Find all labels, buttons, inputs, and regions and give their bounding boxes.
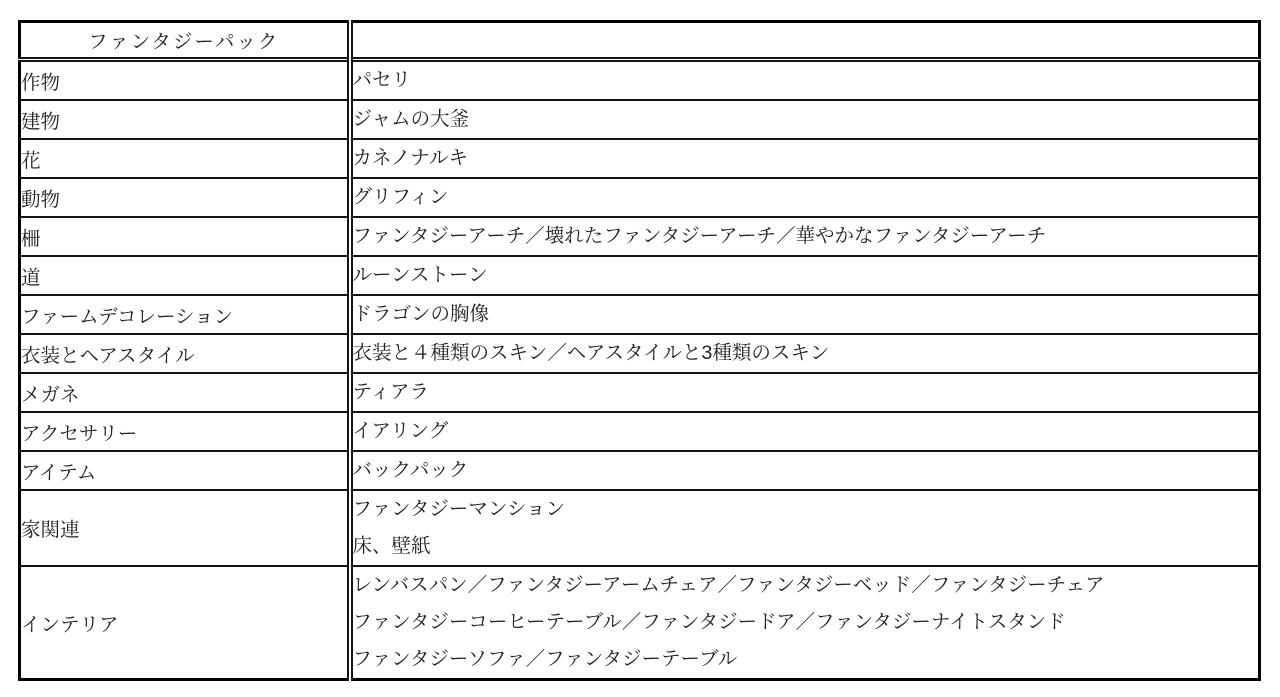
category-cell: 作物 bbox=[20, 60, 350, 101]
items-cell bbox=[350, 100, 1260, 139]
item-line: 床、壁紙 bbox=[352, 535, 431, 557]
table-row bbox=[20, 373, 1260, 412]
category-cell: 花 bbox=[20, 139, 350, 178]
items-cell bbox=[350, 412, 1260, 451]
category-cell: 動物 bbox=[20, 178, 350, 217]
table-row bbox=[20, 60, 1260, 101]
items-cell bbox=[350, 451, 1260, 490]
category-cell: 家関連 bbox=[20, 490, 350, 566]
category-cell: メガネ bbox=[20, 373, 350, 412]
header-title-cell: ファンタジーパック bbox=[20, 22, 350, 60]
category-cell: 建物 bbox=[20, 100, 350, 139]
table-row bbox=[20, 490, 1260, 566]
items-cell bbox=[350, 566, 1260, 680]
item-line: イアリング bbox=[352, 420, 449, 442]
items-cell bbox=[350, 490, 1260, 566]
table-row bbox=[20, 412, 1260, 451]
table-row bbox=[20, 451, 1260, 490]
table-row bbox=[20, 256, 1260, 295]
category-cell: アクセサリー bbox=[20, 412, 350, 451]
category-cell: インテリア bbox=[20, 566, 350, 680]
table-row bbox=[20, 566, 1260, 680]
table-row bbox=[20, 334, 1260, 373]
items-cell bbox=[350, 60, 1260, 101]
item-line: ファンタジーアーチ／壊れたファンタジーアーチ／華やかなファンタジーアーチ bbox=[352, 225, 1047, 247]
item-line: ドラゴンの胸像 bbox=[352, 303, 490, 325]
item-line: グリフィン bbox=[352, 186, 449, 208]
item-line: ルーンストーン bbox=[352, 264, 488, 286]
category-cell: 柵 bbox=[20, 217, 350, 256]
items-cell bbox=[350, 295, 1260, 334]
items-cell bbox=[350, 256, 1260, 295]
item-line: レンバスパン／ファンタジーアームチェア／ファンタジーベッド／ファンタジーチェア bbox=[352, 574, 1105, 596]
item-line: ファンタジーソファ／ファンタジーテーブル bbox=[352, 648, 738, 670]
items-cell bbox=[350, 373, 1260, 412]
item-line: バックパック bbox=[352, 459, 469, 481]
category-cell: 衣装とヘアスタイル bbox=[20, 334, 350, 373]
category-cell: アイテム bbox=[20, 451, 350, 490]
item-line: パセリ bbox=[352, 69, 412, 91]
items-cell bbox=[350, 217, 1260, 256]
fantasy-pack-table bbox=[18, 20, 1261, 681]
table-row bbox=[20, 295, 1260, 334]
item-line: 衣装と４種類のスキン／ヘアスタイルと3種類のスキン bbox=[352, 342, 830, 364]
item-line: カネノナルキ bbox=[352, 147, 468, 169]
header-value-cell bbox=[350, 22, 1260, 60]
items-cell bbox=[350, 139, 1260, 178]
item-line: ティアラ bbox=[352, 381, 429, 403]
table-header bbox=[20, 22, 1260, 60]
table-row bbox=[20, 100, 1260, 139]
item-line: ファンタジーコーヒーテーブル／ファンタジードア／ファンタジーナイトスタンド bbox=[352, 611, 1066, 633]
items-cell bbox=[350, 334, 1260, 373]
item-line: ジャムの大釜 bbox=[352, 108, 470, 130]
table-row bbox=[20, 139, 1260, 178]
items-cell bbox=[350, 178, 1260, 217]
item-line: ファンタジーマンション bbox=[352, 498, 565, 520]
pack-table-body bbox=[20, 60, 1260, 680]
table-row bbox=[20, 217, 1260, 256]
header-row bbox=[20, 22, 1260, 60]
category-cell: 道 bbox=[20, 256, 350, 295]
table-row bbox=[20, 178, 1260, 217]
category-cell: ファームデコレーション bbox=[20, 295, 350, 334]
